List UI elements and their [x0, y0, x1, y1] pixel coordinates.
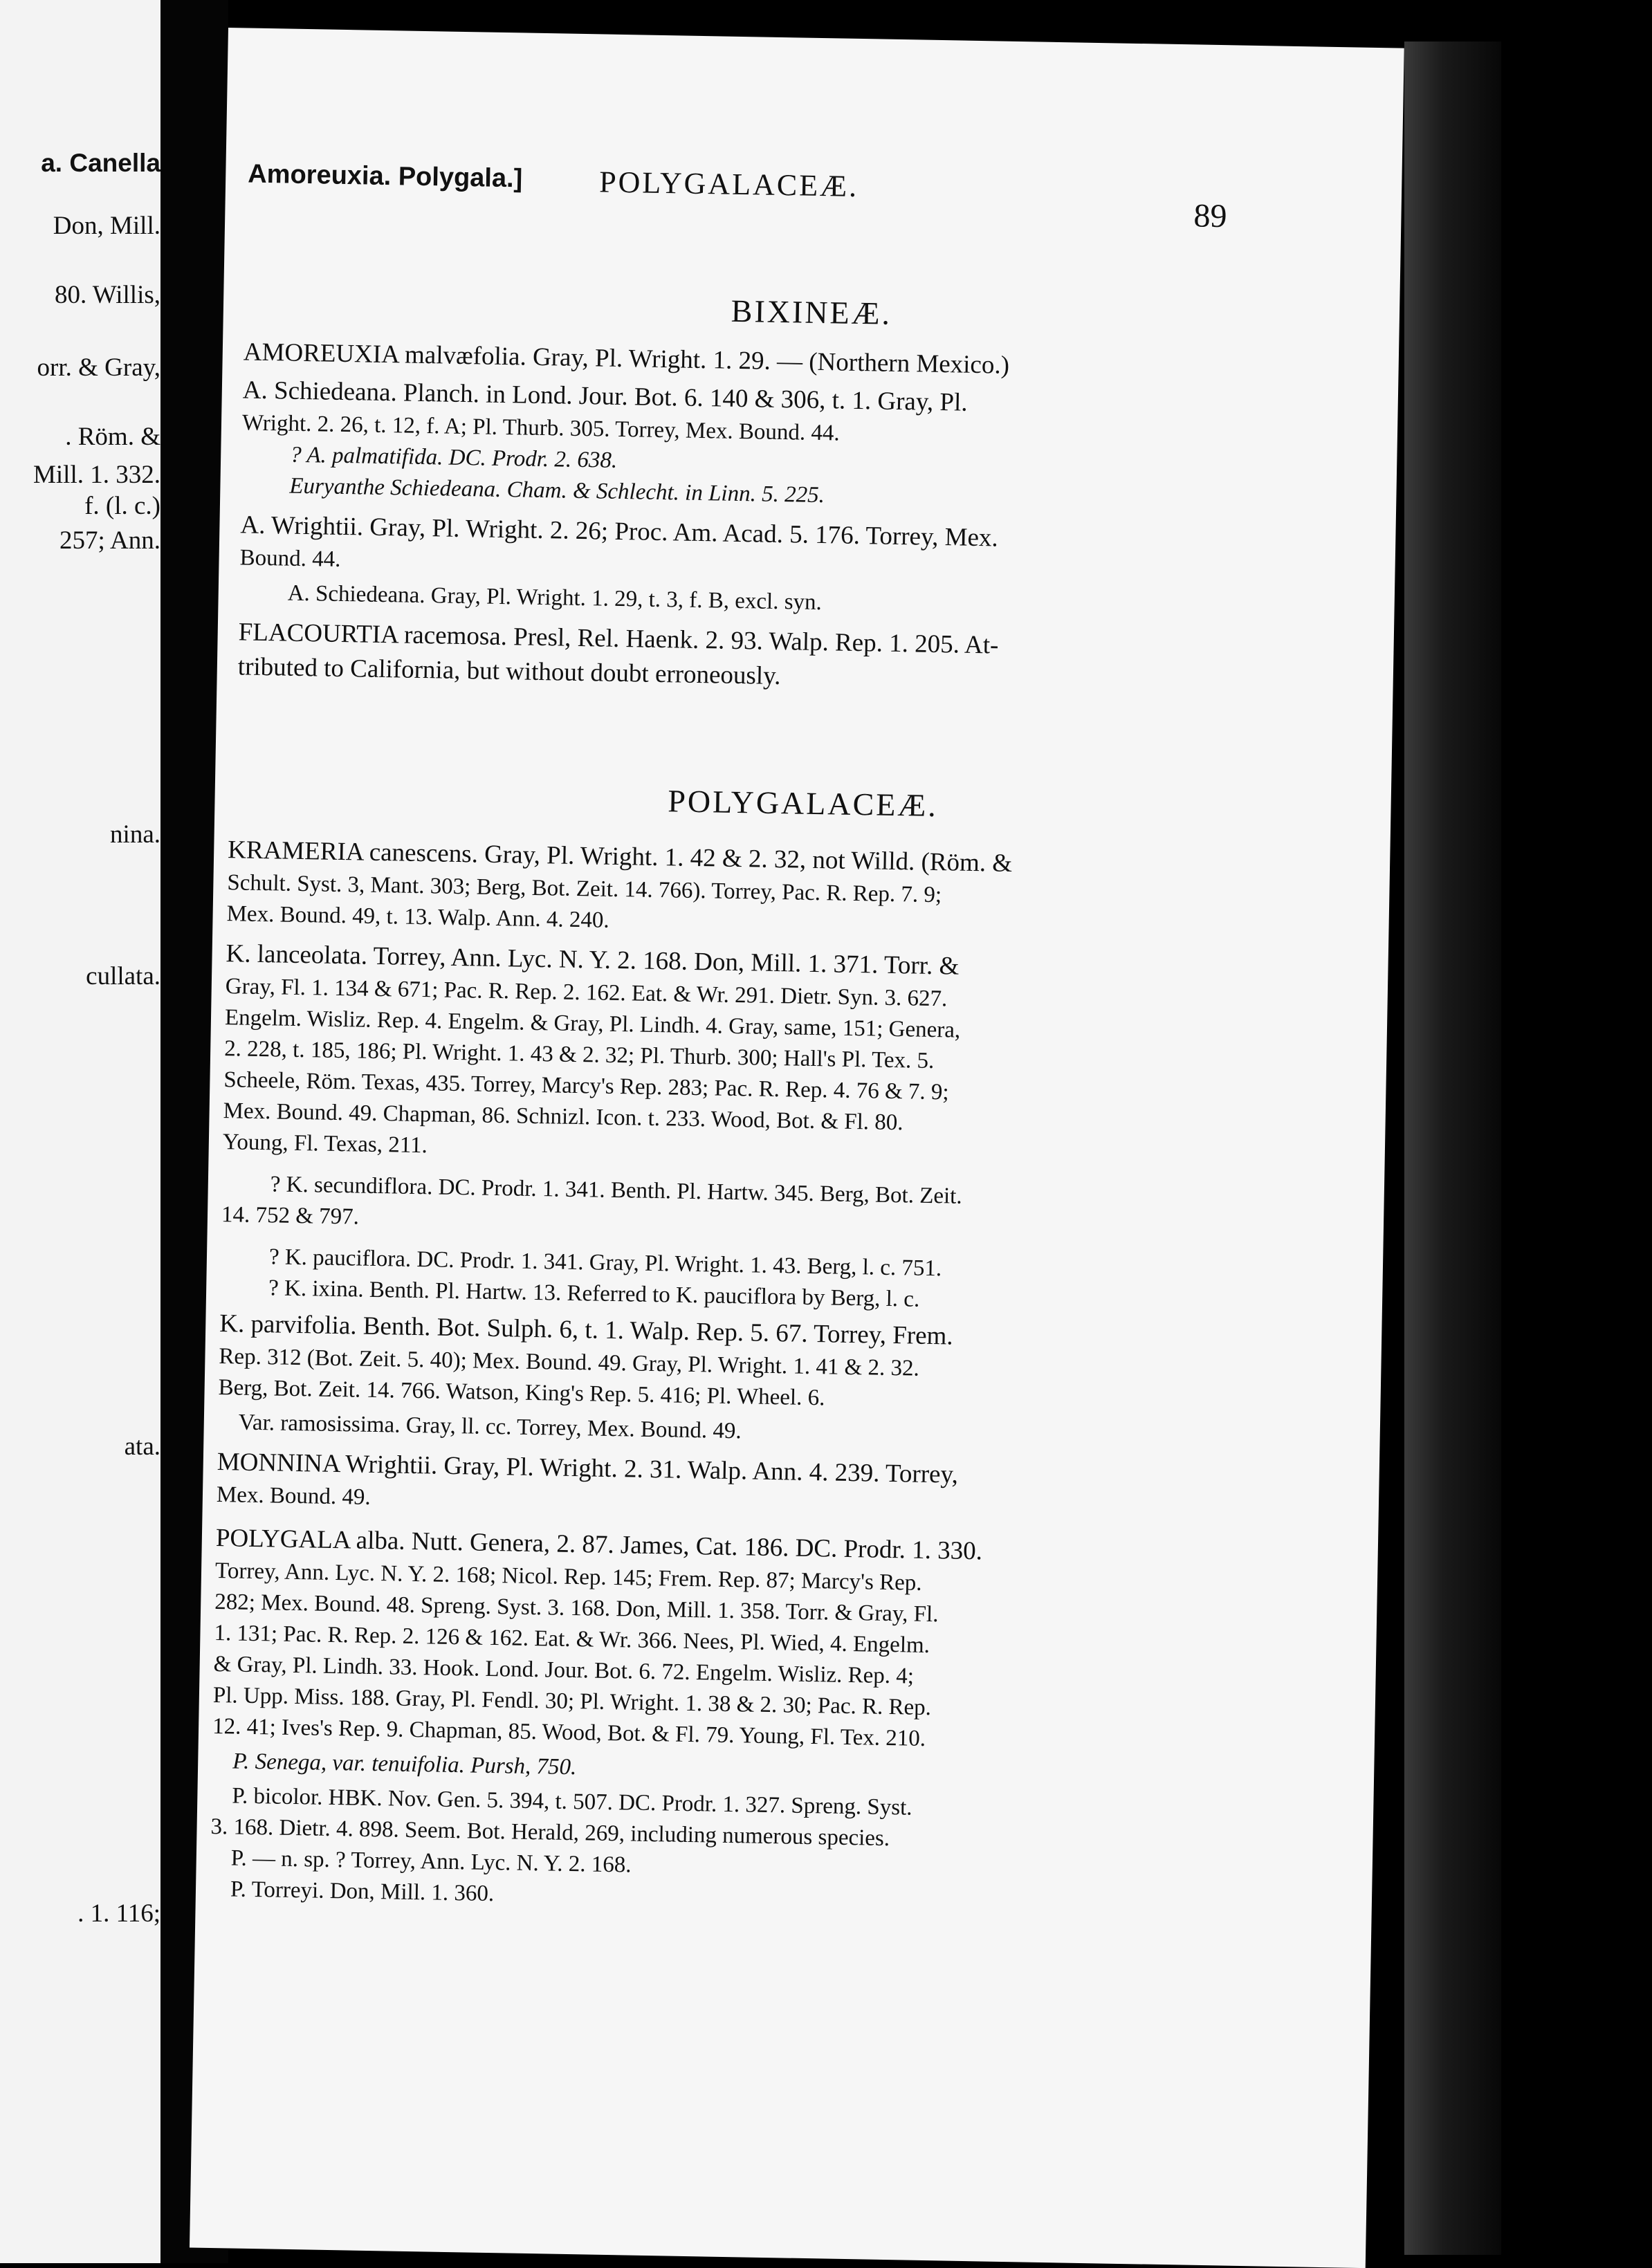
text-line: Rep. 312 (Bot. Zeit. 5. 40); Mex. Bound. 49. Gray, Pl. Wright. 1. 41 & 2. 32. [219, 1344, 920, 1381]
text-line: Torrey, Ann. Lyc. N. Y. 2. 168; Nicol. Rep. 145; Frem. Rep. 87; Marcy's Rep. [214, 1558, 922, 1596]
facing-page-fragment: cullata. [86, 962, 160, 990]
facing-page-fragment: . 1. 116; [77, 1899, 160, 1928]
text-line: POLYGALA alba. Nutt. Genera, 2. 87. James, Cat. 186. DC. Prodr. 1. 330. [215, 1524, 983, 1566]
book-page [190, 28, 1404, 2268]
text-line: K. parvifolia. Benth. Bot. Sulph. 6, t. 1. Walp. Rep. 5. 67. Torrey, Frem. [219, 1309, 953, 1351]
facing-page-fragment: Mill. 1. 332. [33, 461, 160, 489]
text-line: Berg, Bot. Zeit. 14. 766. Watson, King's Rep. 5. 416; Pl. Wheel. 6. [218, 1375, 825, 1411]
text-line: MONNINA Wrightii. Gray, Pl. Wright. 2. 31. Walp. Ann. 4. 239. Torrey, [217, 1448, 959, 1489]
page-edge-shadow [1404, 42, 1501, 2255]
text-line: 1. 131; Pac. R. Rep. 2. 126 & 162. Eat. & Wr. 366. Nees, Pl. Wied, 4. Engelm. [214, 1620, 930, 1659]
facing-page-fragment: 80. Willis, [54, 281, 160, 309]
facing-page-fragment: Don, Mill. [53, 212, 160, 240]
text-line: Euryanthe Schiedeana. Cham. & Schlecht. in Linn. 5. 225. [289, 473, 825, 508]
text-line: A. Schiedeana. Gray, Pl. Wright. 1. 29, t. 3, f. B, excl. syn. [287, 580, 823, 616]
text-line: P. Torreyi. Don, Mill. 1. 360. [230, 1877, 495, 1907]
page-number: 89 [1193, 197, 1227, 235]
text-line: Mex. Bound. 49, t. 13. Walp. Ann. 4. 240. [226, 901, 610, 933]
text-line: FLACOURTIA racemosa. Presl, Rel. Haenk. 2. 93. Walp. Rep. 1. 205. At- [238, 618, 999, 660]
text-line: Young, Fl. Texas, 211. [222, 1130, 428, 1159]
text-line: Schult. Syst. 3, Mant. 303; Berg, Bot. Zeit. 14. 766). Torrey, Pac. R. Rep. 7. 9; [227, 870, 942, 908]
section-heading-polygalaceae: POLYGALACEÆ. [667, 783, 939, 824]
text-line: Gray, Fl. 1. 134 & 671; Pac. R. Rep. 2. 162. Eat. & Wr. 291. Dietr. Syn. 3. 627. [225, 974, 948, 1012]
text-line: Mex. Bound. 49. [216, 1482, 371, 1510]
text-line: KRAMERIA canescens. Gray, Pl. Wright. 1. 42 & 2. 32, not Willd. (Röm. & [227, 836, 1013, 878]
text-line: A. Schiedeana. Planch. in Lond. Jour. Bot. 6. 140 & 306, t. 1. Gray, Pl. [242, 376, 968, 417]
text-line: A. Wrightii. Gray, Pl. Wright. 2. 26; Proc. Am. Acad. 5. 176. Torrey, Mex. [240, 510, 999, 553]
facing-page-edge [0, 0, 160, 2263]
facing-page-fragment: . Röm. & [65, 423, 160, 451]
text-line: P. — n. sp. ? Torrey, Ann. Lyc. N. Y. 2. 168. [230, 1845, 632, 1878]
facing-page-fragment: 257; Ann. [59, 526, 160, 555]
text-line: Engelm. Wisliz. Rep. 4. Engelm. & Gray, Pl. Lindh. 4. Gray, same, 151; Genera, [224, 1005, 961, 1043]
facing-page-fragment: nina. [110, 820, 160, 849]
section-heading-bixineae: BIXINEÆ. [731, 293, 892, 331]
facing-page-fragment: f. (l. c.) [84, 492, 160, 520]
text-line: AMOREUXIA malvæfolia. Gray, Pl. Wright. 1. 29. — (Northern Mexico.) [243, 338, 1010, 380]
running-head-left: Amoreuxia. Polygala.] [247, 159, 523, 194]
text-line: 2. 228, t. 185, 186; Pl. Wright. 1. 43 & 2. 32; Pl. Thurb. 300; Hall's Pl. Tex. 5. [223, 1036, 935, 1074]
text-line: P. Senega, var. tenuifolia. Pursh, 750. [232, 1749, 577, 1780]
text-line: ? A. palmatifida. DC. Prodr. 2. 638. [289, 442, 618, 473]
text-line: K. lanceolata. Torrey, Ann. Lyc. N. Y. 2. 168. Don, Mill. 1. 371. Torr. & [226, 939, 960, 981]
text-line: P. bicolor. HBK. Nov. Gen. 5. 394, t. 507. DC. Prodr. 1. 327. Spreng. Syst. [232, 1783, 912, 1820]
text-line: 14. 752 & 797. [221, 1202, 360, 1230]
text-line: Bound. 44. [239, 545, 341, 572]
facing-page-fragment: a. Canella [41, 149, 160, 177]
text-line: 3. 168. Dietr. 4. 898. Seem. Bot. Herald, 269, including numerous species. [210, 1814, 890, 1852]
text-line: Scheele, Röm. Texas, 435. Torrey, Marcy's Rep. 283; Pac. R. Rep. 4. 76 & 7. 9; [223, 1067, 949, 1105]
facing-page-fragment: ata. [124, 1432, 160, 1461]
text-line: ? K. secundiflora. DC. Prodr. 1. 341. Benth. Pl. Hartw. 345. Berg, Bot. Zeit. [270, 1172, 962, 1209]
text-line: Wright. 2. 26, t. 12, f. A; Pl. Thurb. 305. Torrey, Mex. Bound. 44. [241, 410, 841, 446]
text-line: Pl. Upp. Miss. 188. Gray, Pl. Fendl. 30; Pl. Wright. 1. 38 & 2. 30; Pac. R. Rep. [212, 1682, 932, 1721]
facing-page-fragment: orr. & Gray, [37, 353, 160, 382]
text-line: Var. ramosissima. Gray, ll. cc. Torrey, Mex. Bound. 49. [238, 1410, 742, 1444]
text-line: ? K. pauciflora. DC. Prodr. 1. 341. Gray, Pl. Wright. 1. 43. Berg, l. c. 751. [268, 1244, 942, 1282]
text-line: 12. 41; Ives's Rep. 9. Chapman, 85. Wood, Bot. & Fl. 79. Young, Fl. Tex. 210. [212, 1713, 926, 1751]
text-line: tributed to California, but without doubt erroneously. [237, 652, 781, 691]
text-line: ? K. ixina. Benth. Pl. Hartw. 13. Referred to K. pauciflora by Berg, l. c. [268, 1275, 920, 1312]
text-line: 282; Mex. Bound. 48. Spreng. Syst. 3. 168. Don, Mill. 1. 358. Torr. & Gray, Fl. [214, 1589, 939, 1628]
text-line: & Gray, Pl. Lindh. 33. Hook. Lond. Jour. Bot. 6. 72. Engelm. Wisliz. Rep. 4; [213, 1651, 915, 1689]
running-head-title: POLYGALACEÆ. [598, 165, 859, 203]
text-line: Mex. Bound. 49. Chapman, 86. Schnizl. Icon. t. 233. Wood, Bot. & Fl. 80. [223, 1098, 903, 1136]
